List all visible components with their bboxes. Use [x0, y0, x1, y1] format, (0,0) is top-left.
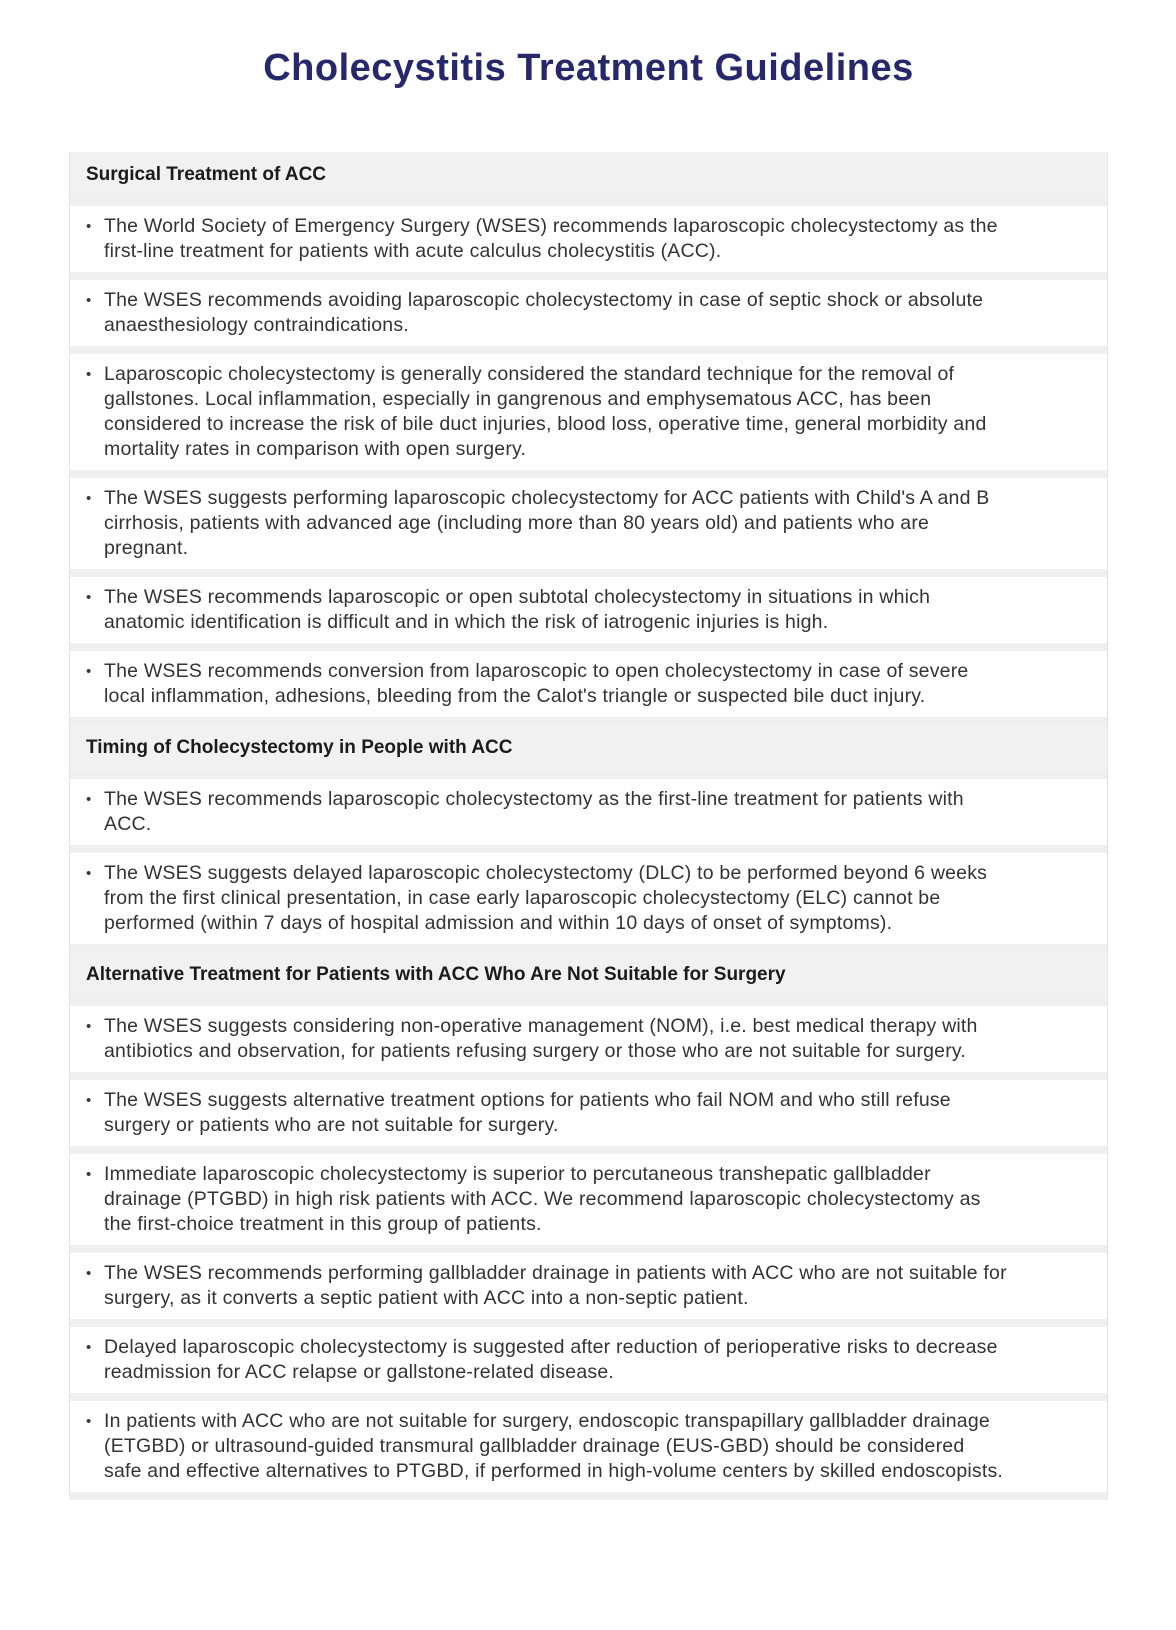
bullet-icon: • — [86, 1265, 92, 1282]
guideline-text: In patients with ACC who are not suitable for surgery, endoscopic transpapillary gallbladder drainage (ETGBD) or ultrasound-guided transmural gallbladder drainage (EUS-GBD) should be considered safe and effective alternatives to PTGBD, if performed in high-volume centers by skilled endoscopists. — [104, 1410, 1004, 1482]
guideline-row — [70, 1006, 1107, 1072]
guideline-text: The WSES suggests performing laparoscopic cholecystectomy for ACC patients with Child's A and B cirrhosis, patients with advanced age (including more than 80 years old) and patients who are pregnant. — [104, 487, 990, 559]
guidelines-table — [69, 152, 1108, 1500]
guideline-row — [70, 1253, 1107, 1319]
guideline-row — [70, 478, 1107, 569]
guideline-row — [70, 577, 1107, 643]
bullet-icon: • — [86, 1339, 92, 1356]
guideline-row — [70, 1080, 1107, 1146]
bullet-icon: • — [86, 490, 92, 507]
section-header-surgical-treatment: Surgical Treatment of ACC — [70, 152, 1107, 198]
bullet-icon: • — [86, 292, 92, 309]
section-header-timing: Timing of Cholecystectomy in People with ACC — [70, 725, 1107, 771]
bullet-icon: • — [86, 218, 92, 235]
bullet-icon: • — [86, 865, 92, 882]
guideline-text: The WSES recommends conversion from laparoscopic to open cholecystectomy in case of severe local inflammation, adhesions, bleeding from the Calot's triangle or suspected bile duct injury. — [104, 660, 969, 707]
guideline-text: Laparoscopic cholecystectomy is generally considered the standard technique for the removal of gallstones. Local inflammation, especially in gangrenous and emphysematous ACC, has been considered to increase the risk of bile duct injuries, blood loss, operative time, general morbidity and mortality rates in comparison with open surgery. — [104, 363, 987, 460]
bullet-icon: • — [86, 1092, 92, 1109]
section-header-alternative-treatment: Alternative Treatment for Patients with ACC Who Are Not Suitable for Surgery — [70, 952, 1107, 998]
guideline-text: The WSES recommends performing gallbladder drainage in patients with ACC who are not suitable for surgery, as it converts a septic patient with ACC into a non-septic patient. — [104, 1262, 1007, 1309]
bullet-icon: • — [86, 366, 92, 383]
guideline-row — [70, 1327, 1107, 1393]
document-title: Cholecystitis Treatment Guidelines — [263, 47, 914, 89]
guideline-row — [70, 1401, 1107, 1492]
bullet-icon: • — [86, 1018, 92, 1035]
guideline-text: Immediate laparoscopic cholecystectomy is superior to percutaneous transhepatic gallbladder drainage (PTGBD) in high risk patients with ACC. We recommend laparoscopic cholecystectomy as the first-choice treatment in this group of patients. — [104, 1163, 981, 1235]
guideline-row — [70, 779, 1107, 845]
guideline-row — [70, 651, 1107, 717]
guideline-text: The WSES suggests delayed laparoscopic cholecystectomy (DLC) to be performed beyond 6 weeks from the first clinical presentation, in case early laparoscopic cholecystectomy (ELC) cannot be performed (within 7 days of hospital admission and within 10 days of onset of symptoms). — [104, 862, 988, 934]
bullet-icon: • — [86, 791, 92, 808]
guideline-row — [70, 206, 1107, 272]
guideline-text: The WSES recommends laparoscopic or open subtotal cholecystectomy in situations in which anatomic identification is difficult and in which the risk of iatrogenic injuries is high. — [104, 586, 931, 633]
guideline-row — [70, 354, 1107, 470]
bullet-icon: • — [86, 1413, 92, 1430]
guideline-text: Delayed laparoscopic cholecystectomy is suggested after reduction of perioperative risks to decrease readmission for ACC relapse or gallstone-related disease. — [104, 1336, 998, 1383]
bullet-icon: • — [86, 1166, 92, 1183]
guideline-row — [70, 853, 1107, 944]
guideline-text: The WSES recommends avoiding laparoscopic cholecystectomy in case of septic shock or absolute anaesthesiology contraindications. — [104, 289, 984, 336]
bullet-icon: • — [86, 589, 92, 606]
guideline-text: The WSES recommends laparoscopic cholecystectomy as the first-line treatment for patients with ACC. — [104, 788, 964, 835]
guideline-text: The WSES suggests alternative treatment options for patients who fail NOM and who still refuse surgery or patients who are not suitable for surgery. — [104, 1089, 951, 1136]
guideline-row — [70, 280, 1107, 346]
bullet-icon: • — [86, 663, 92, 680]
guideline-row — [70, 1154, 1107, 1245]
guideline-text: The World Society of Emergency Surgery (WSES) recommends laparoscopic cholecystectomy as the first-line treatment for patients with acute calculus cholecystitis (ACC). — [104, 215, 998, 262]
guideline-text: The WSES suggests considering non-operative management (NOM), i.e. best medical therapy with antibiotics and observation, for patients refusing surgery or those who are not suitable for surgery. — [104, 1015, 978, 1062]
